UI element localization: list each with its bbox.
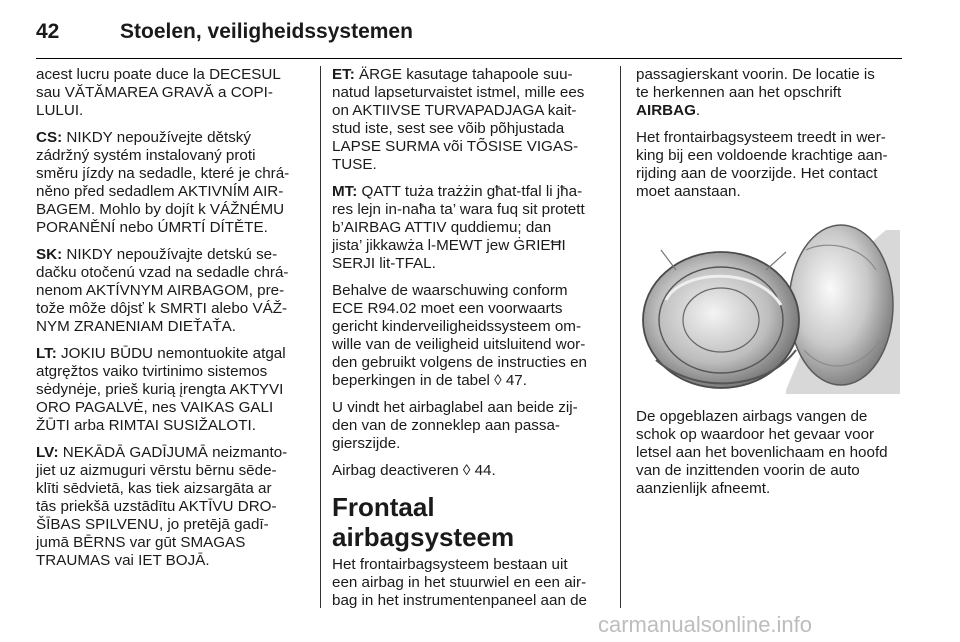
paragraph-warning-cs: CS: NIKDY nepoužívejte dětský zádržný systém instalovaný proti směru jízdy na sedadle, které je chrá- něno před sedadlem AKTIVNÍM AIR- BAGEM. Mohlo by dojít k VÁŽNÉMU PORANĚNÍ nebo ÚMRTÍ DÍTĚTE. <box>36 129 290 236</box>
page-reference-link[interactable]: Airbag deactiveren ◊ 44. <box>332 462 496 479</box>
paragraph-warning-et: ET: ÄRGE kasutage tahapoole suu- natud lapseturvaistet istmel, mille ees on AKTIIVSE TURVAPADJAGA kait- stud iste, sest see võib põhjustada LAPSE SURMA või TÕSISE VIGAS- TUSE. <box>332 66 585 173</box>
paragraph-deactivate <box>332 462 604 480</box>
paragraph-trigger: Het frontairbagsysteem treedt in wer- king bij een voldoende krachtige aan- rijding aan de voorzijde. Het contact moet aanstaan. <box>636 129 888 200</box>
language-code: MT: <box>332 183 358 200</box>
airbag-illustration <box>636 210 900 394</box>
column-3 <box>636 66 904 507</box>
language-code: LV: <box>36 444 59 461</box>
header-divider <box>36 58 902 59</box>
paragraph-location: passagierskant voorin. De locatie is te herkennen aan het opschrift AIRBAG. <box>636 66 875 119</box>
page-reference-link[interactable]: beperkingen in de tabel ◊ 47. <box>332 372 527 389</box>
page-number: 42 <box>36 20 60 43</box>
column-divider-2 <box>620 66 621 608</box>
paragraph-warning-lt: LT: JOKIU BŪDU nemontuokite atgal atgręžtos vaiko tvirtinimo sistemos sėdynėje, prieš kurią įrengta AKTYVI ORO PAGALVĖ, nes VAIKAS GALI ŽŪTI arba RIMTAI SUSIŽALOTI. <box>36 345 286 434</box>
column-1 <box>36 66 312 579</box>
paragraph-warning-ro: acest lucru poate duce la DECESUL sau VĂTĂMAREA GRAVĂ a COPI- LULUI. <box>36 66 281 119</box>
paragraph-warning-lv: LV: NEKĀDĀ GADĪJUMĀ neizmanto- jiet uz aizmuguri vērstu bērnu sēde- klīti sēdvietā, kas tiek aizsargāta ar tās priekšā uzstādītu AKTĪVU DRO- ŠĪBAS SPILVENU, jo pretējā gadī- jumā BĒRNS var gūt SMAGAS TRAUMAS vai IET BOJĀ. <box>36 444 288 569</box>
paragraph-ece-warning: Behalve de waarschuwing conform ECE R94.02 moet een voorwaarts gericht kinderveiligheidssysteem om- wille van de veiligheid uitsluitend wor- den gebruikt volgens de instructies en beperkingen in de tabel ◊ 47. <box>332 282 604 390</box>
page-header <box>36 14 902 58</box>
paragraph-warning-mt: MT: QATT tuża trażżin għat-tfal li jħa- res lejn in-naħa ta’ wara fuq sit protett b’AIRBAG ATTIV quddiemu; dan jista’ jikkawża l-MEWT jew ĠRIEĦI SERJI lit-TFAL. <box>332 183 585 272</box>
paragraph-airbag-label: U vindt het airbaglabel aan beide zij- den van de zonneklep aan passa- gierszijde. <box>332 399 578 452</box>
page-title: Stoelen, veiligheidssystemen <box>120 20 413 43</box>
section-heading: Frontaal airbagsysteem <box>332 492 515 552</box>
language-code: LT: <box>36 345 57 362</box>
airbag-label-text: AIRBAG <box>636 102 696 119</box>
watermark: carmanualsonline.info <box>598 612 813 637</box>
column-2 <box>332 66 604 619</box>
language-code: CS: <box>36 129 63 146</box>
language-code: ET: <box>332 66 355 83</box>
column-divider-1 <box>320 66 321 608</box>
paragraph-warning-sk: SK: NIKDY nepoužívajte detskú se- dačku otočenú vzad na sedadle chrá- nenom AKTÍVNYM AIRBAGOM, pre- tože môže dôjsť k SMRTI alebo VÁŽ- NYM ZRANENIAM DIEŤAŤA. <box>36 246 289 335</box>
language-code: SK: <box>36 246 63 263</box>
paragraph-after: De opgeblazen airbags vangen de schok op waardoor het gevaar voor letsel aan het bovenlichaam en hoofd van de inzittenden voorin de auto aanzienlijk afneemt. <box>636 408 888 497</box>
paragraph-front-airbag-intro: Het frontairbagsysteem bestaan uit een airbag in het stuurwiel en een air- bag in het instrumentenpaneel aan de <box>332 556 588 609</box>
